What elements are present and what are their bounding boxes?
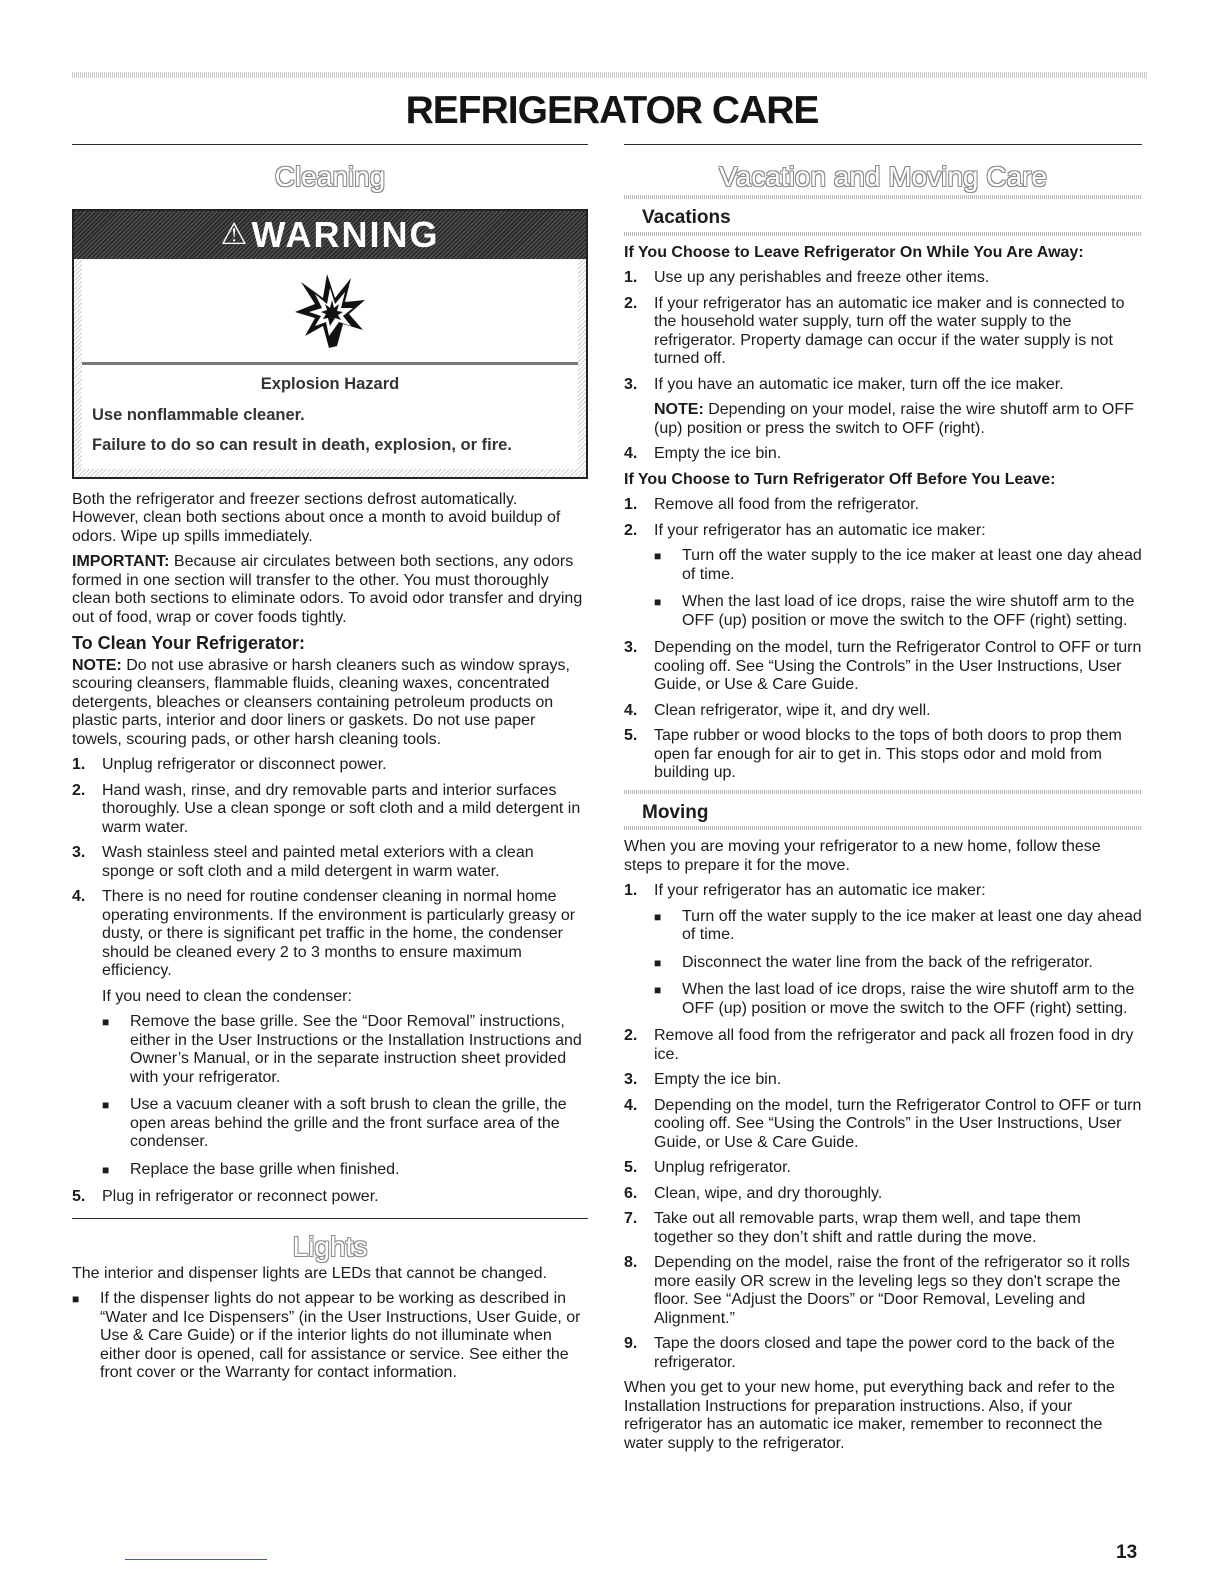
- note-paragraph: [72, 657, 588, 750]
- explosion-icon: [293, 272, 367, 350]
- list-item: [72, 782, 588, 838]
- step-number: 1.: [624, 269, 638, 286]
- section-title-cleaning: Cleaning: [274, 161, 386, 192]
- list-item: [624, 1335, 1142, 1372]
- step-text: Clean, wipe, and dry thoroughly.: [654, 1184, 883, 1202]
- section-rule: [624, 144, 1142, 145]
- footer-link-line: [125, 1559, 267, 1560]
- step-number: 2.: [624, 521, 638, 539]
- bullet-square-icon: ■: [72, 1292, 80, 1306]
- bullet-square-icon: ■: [654, 955, 662, 970]
- note-text: Do not use abrasive or harsh cleaners such as window sprays, scouring cleansers, flammable fluids, cleaning waxes, concentrated detergents, bleaches or cleansers containing petroleum products on plastic parts, interior and door liners or gaskets. Do not use paper towels, scouring pads, or other harsh cleaning tools.: [72, 656, 570, 748]
- cleaning-intro: Both the refrigerator and freezer sections defrost automatically. However, clean both sections about once a month to avoid buildup of odors. Wipe up spills immediately.: [72, 490, 561, 545]
- moving-intro: When you are moving your refrigerator to a new home, follow these steps to prepare it for the move.: [624, 838, 1101, 874]
- bullet-square-icon: ■: [102, 1098, 110, 1112]
- note-label: NOTE:: [72, 656, 122, 674]
- list-item: [624, 882, 1142, 901]
- bullet-square-icon: ■: [654, 983, 662, 997]
- warning-triangle-icon: ⚠: [220, 217, 250, 251]
- step-text: If you have an automatic ice maker, turn off the ice maker.: [654, 375, 1064, 393]
- hazard-title: Explosion Hazard: [260, 375, 400, 393]
- bullet-square-icon: ■: [102, 1162, 110, 1177]
- warning-header: [74, 211, 586, 259]
- bullet-item: [654, 547, 1142, 584]
- bullet-item: [654, 981, 1142, 1018]
- bullet-item: [654, 908, 1142, 945]
- lights-intro: The interior and dispenser lights are LEDs that cannot be changed.: [72, 1264, 547, 1282]
- bullet-text: When the last load of ice drops, raise the wire shutoff arm to the OFF (up) position or move the switch to the OFF (right) setting.: [682, 593, 1135, 629]
- bullet-item: [72, 1290, 588, 1383]
- step-number: 2.: [72, 781, 86, 799]
- step-text: Unplug refrigerator.: [654, 1159, 791, 1176]
- list-item: [624, 496, 1142, 515]
- step-text: Depending on the model, turn the Refrigerator Control to OFF or turn cooling off. See “Using the Controls” in the User Instructions, User Guide, or Use & Care Guide.: [654, 639, 1142, 693]
- vacation-on-heading: If You Choose to Leave Refrigerator On While You Are Away:: [624, 243, 1084, 261]
- warning-text-cell: [82, 365, 578, 469]
- moving-outro: When you get to your new home, put everything back and refer to the Installation Instructions for preparation instructions. Also, if your refrigerator has an automatic ice maker, remember to reconnect the water supply to the refrigerator.: [624, 1379, 1115, 1452]
- step-text: Wash stainless steel and painted metal exteriors with a clean sponge or soft cloth and a mild detergent in warm water.: [102, 844, 534, 880]
- bullet-text: Disconnect the water line from the back of the refrigerator.: [682, 953, 1093, 971]
- note-text: Depending on your model, raise the wire shutoff arm to OFF (up) position or press the switch to OFF (right).: [654, 401, 1134, 437]
- step-text: If your refrigerator has an automatic ice maker:: [654, 882, 986, 899]
- subsection-heading-moving: Moving: [624, 790, 1142, 831]
- condenser-intro: If you need to clean the condenser:: [102, 987, 352, 1005]
- left-column: [72, 144, 588, 1392]
- step-text: Hand wash, rinse, and dry removable parts and interior surfaces thoroughly. Use a clean sponge or soft cloth and a mild detergent in warm water.: [102, 781, 581, 836]
- list-item: [624, 376, 1142, 395]
- step-text: Depending on the model, turn the Refrigerator Control to OFF or turn cooling off. See “Using the Controls” in the User Instructions, User Guide, or Use & Care Guide.: [654, 1096, 1142, 1151]
- step-number: 4.: [72, 888, 86, 905]
- list-item: [624, 1097, 1142, 1153]
- step-text: Unplug refrigerator or disconnect power.: [102, 756, 387, 773]
- warning-icon-cell: [82, 259, 578, 365]
- bullet-square-icon: ■: [654, 595, 662, 609]
- list-item: [624, 1027, 1142, 1064]
- note-label: NOTE:: [654, 401, 704, 418]
- important-text: Because air circulates between both sections, any odors formed in one section will transfer to the other. You must thoroughly clean both sections to eliminate odors. To avoid odor transfer and drying out of food, wrap or cover foods tightly.: [72, 553, 583, 626]
- step-number: 1.: [72, 756, 86, 773]
- bullet-text: Remove the base grille. See the “Door Removal” instructions, either in the User Instructions or the Installation Instructions and Owner’s Manual, or in the separate instruction sheet provided with your refrigerator.: [130, 1013, 582, 1086]
- step-text: Remove all food from the refrigerator.: [654, 496, 920, 513]
- page-number: 13: [1116, 1542, 1138, 1563]
- step-number: 4.: [624, 1096, 638, 1114]
- bullet-text: Replace the base grille when finished.: [130, 1160, 400, 1178]
- list-item: [624, 639, 1142, 695]
- list-item: [624, 295, 1142, 369]
- warning-label: WARNING: [251, 213, 440, 255]
- step-number: 2.: [624, 294, 638, 312]
- warning-body: [74, 259, 586, 477]
- section-rule: [72, 1218, 588, 1219]
- list-item: [72, 756, 588, 775]
- step-number: 4.: [624, 445, 638, 462]
- bullet-text: Use a vacuum cleaner with a soft brush to clean the grille, the open areas behind the grille and the front surface area of the condenser.: [130, 1096, 567, 1150]
- step-text: If your refrigerator has an automatic ice maker:: [654, 521, 986, 539]
- vacation-off-heading: If You Choose to Turn Refrigerator Off Before You Leave:: [624, 470, 1056, 488]
- bullet-item: [654, 593, 1142, 630]
- warning-box: [72, 209, 588, 479]
- step-number: 2.: [624, 1027, 638, 1044]
- bullet-item: [102, 1096, 588, 1152]
- bullet-text: Turn off the water supply to the ice maker at least one day ahead of time.: [682, 547, 1142, 583]
- step-number: 6.: [624, 1184, 638, 1202]
- step-text: Tape the doors closed and tape the power cord to the back of the refrigerator.: [654, 1335, 1115, 1371]
- list-item: [72, 888, 588, 981]
- right-column: [624, 144, 1142, 1460]
- hazard-line: Use nonflammable cleaner.: [92, 405, 305, 424]
- step-text: Use up any perishables and freeze other items.: [654, 269, 990, 286]
- step-text: Depending on the model, raise the front of the refrigerator so it rolls more easily OR screw in the leveling legs so they don't scrape the floor. See “Adjust the Doors” or “Door Removal, Leveling and Alignment.”: [654, 1254, 1130, 1327]
- list-item: [624, 727, 1142, 783]
- step-text: Tape rubber or wood blocks to the tops of both doors to prop them open far enough for air to get in. This stops odor and mold from building up.: [654, 727, 1122, 781]
- step-text: There is no need for routine condenser cleaning in normal home operating environments. If the environment is particularly greasy or dusty, or there is significant pet traffic in the home, the condenser should be cleaned every 2 to 3 months to ensure maximum efficiency.: [102, 888, 576, 979]
- list-item: [624, 1071, 1142, 1090]
- vacation-note: [654, 401, 1142, 438]
- bullet-text: Turn off the water supply to the ice maker at least one day ahead of time.: [682, 907, 1142, 943]
- important-paragraph: [72, 553, 588, 627]
- page-title: REFRIGERATOR CARE: [405, 89, 819, 132]
- step-number: 3.: [624, 639, 638, 656]
- step-number: 1.: [624, 496, 638, 513]
- list-item: [624, 1185, 1142, 1204]
- step-number: 1.: [624, 882, 638, 899]
- step-text: Remove all food from the refrigerator and pack all frozen food in dry ice.: [654, 1027, 1134, 1063]
- bullet-item: [654, 954, 1142, 973]
- step-number: 3.: [624, 1071, 638, 1088]
- section-title-lights: Lights: [292, 1230, 368, 1262]
- step-number: 4.: [624, 701, 638, 719]
- step-text: If your refrigerator has an automatic ice maker and is connected to the household water supply, turn off the water supply to the refrigerator. Property damage can occur if the water supply is not turned off.: [654, 294, 1125, 367]
- bullet-square-icon: ■: [654, 549, 662, 563]
- step-number: 5.: [72, 1188, 86, 1205]
- step-text: Empty the ice bin.: [654, 445, 782, 462]
- bullet-item: [102, 1161, 588, 1180]
- list-item: [624, 1159, 1142, 1178]
- list-item: [624, 445, 1142, 464]
- list-item: [624, 522, 1142, 541]
- subsection-heading-vacations: Vacations: [624, 195, 1142, 236]
- step-number: 5.: [624, 727, 638, 744]
- list-item: [624, 269, 1142, 288]
- step-text: Take out all removable parts, wrap them well, and tape them together so they don’t shift and rattle during the move.: [654, 1210, 1081, 1246]
- hazard-line: Failure to do so can result in death, explosion, or fire.: [92, 436, 512, 454]
- list-item: [624, 702, 1142, 721]
- bullet-square-icon: ■: [102, 1015, 110, 1029]
- bullet-text: If the dispenser lights do not appear to be working as described in “Water and Ice Dispensers” (in the User Instructions, User Guide, or Use & Care Guide) or if the interior lights do not illuminate when either door is opened, call for assistance or service. See either the front cover or the Warranty for contact information.: [100, 1290, 581, 1381]
- top-rule: [72, 72, 1148, 78]
- list-item: [624, 1210, 1142, 1247]
- step-number: 7.: [624, 1210, 638, 1227]
- bullet-text: When the last load of ice drops, raise the wire shutoff arm to the OFF (up) position or move the switch to the OFF (right) setting.: [682, 981, 1135, 1017]
- list-item: [624, 1254, 1142, 1328]
- step-number: 8.: [624, 1254, 638, 1271]
- clean-heading: To Clean Your Refrigerator:: [72, 633, 306, 653]
- bullet-square-icon: ■: [654, 909, 662, 924]
- section-title-vacation: Vacation and Moving Care: [719, 161, 1047, 192]
- step-number: 9.: [624, 1335, 638, 1352]
- important-label: IMPORTANT:: [72, 553, 170, 570]
- list-item: [72, 844, 588, 881]
- step-text: Plug in refrigerator or reconnect power.: [102, 1188, 379, 1205]
- bullet-item: [102, 1013, 588, 1087]
- list-item: [72, 1188, 588, 1207]
- step-number: 3.: [72, 844, 86, 861]
- step-text: Clean refrigerator, wipe it, and dry well.: [654, 701, 931, 719]
- step-number: 3.: [624, 375, 638, 393]
- step-number: 5.: [624, 1159, 638, 1176]
- section-rule: [72, 144, 588, 145]
- step-text: Empty the ice bin.: [654, 1071, 782, 1088]
